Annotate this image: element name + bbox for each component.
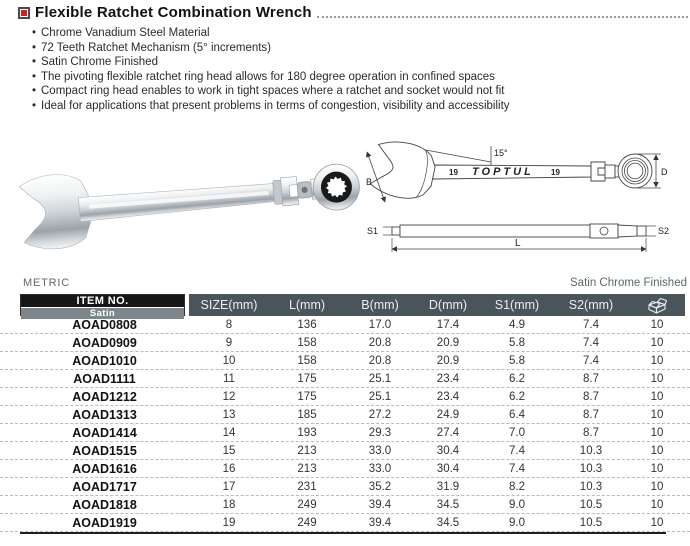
item-no-cell: AOAD1717 <box>72 479 137 494</box>
clevis-pin <box>605 165 615 178</box>
s1-cell: 7.4 <box>509 462 525 475</box>
s2-cell: 8.7 <box>583 390 599 403</box>
l-cell: 249 <box>297 516 317 529</box>
size-cell: 15 <box>222 444 236 457</box>
s1-cell: 7.0 <box>509 426 525 439</box>
dim-d-label: D <box>661 167 668 177</box>
feature-item: • Ideal for applications that present problems in terms of congestion, visibility and accessibility <box>41 99 510 114</box>
l-cell: 158 <box>297 336 317 349</box>
size-cell: 12 <box>222 390 236 403</box>
d-cell: 30.4 <box>436 462 460 475</box>
size-cell: 11 <box>223 372 235 385</box>
s2-cell: 10.3 <box>579 480 603 493</box>
b-cell: 20.8 <box>368 354 392 367</box>
b-cell: 35.2 <box>368 480 392 493</box>
s2-cell: 7.4 <box>583 354 599 367</box>
col-header-l: L(mm) <box>288 298 326 312</box>
pack-qty-cell: 10 <box>650 318 664 331</box>
s1-cell: 6.2 <box>509 372 525 385</box>
s2-cell: 10.3 <box>579 444 603 457</box>
pack-qty-cell: 10 <box>650 408 664 421</box>
l-cell: 213 <box>297 462 317 475</box>
size-stamp-left: 19 <box>449 168 458 177</box>
item-no-header-block <box>20 294 185 319</box>
dotted-rule <box>317 16 688 18</box>
pack-qty-cell: 10 <box>650 372 664 385</box>
feature-item: • The pivoting flexible ratchet ring head allows for 180 degree operation in confined spaces <box>41 70 510 85</box>
b-cell: 29.3 <box>368 426 392 439</box>
size-cell: 16 <box>222 462 236 475</box>
table-row <box>0 334 690 352</box>
d-cell: 24.9 <box>436 408 460 421</box>
pack-qty-cell: 10 <box>650 354 664 367</box>
feature-item: • Satin Chrome Finished <box>41 55 510 70</box>
red-square-bullet-icon <box>18 7 30 19</box>
table-row <box>0 514 690 532</box>
b-cell: 17.0 <box>368 318 392 331</box>
pack-qty-cell: 10 <box>650 444 664 457</box>
feature-item: • 72 Teeth Ratchet Mechanism (5° increments) <box>41 41 510 56</box>
table-row <box>0 388 690 406</box>
table-bottom-rule <box>20 532 666 534</box>
profile-left-cap <box>392 227 400 235</box>
flex-joint-fork <box>280 177 298 206</box>
pack-qty-cell: 10 <box>650 498 664 511</box>
d-cell: 30.4 <box>436 444 460 457</box>
s2-cell: 10.5 <box>579 516 603 529</box>
dim-s2-label: S2 <box>658 226 670 236</box>
col-header-pack <box>629 296 685 314</box>
s2-cell: 8.7 <box>583 426 599 439</box>
size-cell: 14 <box>222 426 236 439</box>
s2-cell: 7.4 <box>583 318 599 331</box>
profile-pin <box>600 227 608 235</box>
s2-cell: 10.5 <box>579 498 603 511</box>
table-row <box>0 478 690 496</box>
l-cell: 136 <box>297 318 317 331</box>
item-no-cell: AOAD1616 <box>72 461 137 476</box>
l-cell: 185 <box>297 408 317 421</box>
s2-cell: 8.7 <box>583 372 599 385</box>
l-cell: 158 <box>297 354 317 367</box>
item-no-cell: AOAD1212 <box>72 389 137 404</box>
size-stamp-right: 19 <box>551 168 560 177</box>
pack-qty-cell: 10 <box>650 336 664 349</box>
title-bar <box>18 4 688 21</box>
col-header-d: D(mm) <box>428 298 468 312</box>
size-cell: 8 <box>225 318 233 331</box>
d-cell: 23.4 <box>436 390 460 403</box>
b-cell: 33.0 <box>368 444 392 457</box>
dim-l-label: L <box>515 238 521 249</box>
col-header-s2: S2(mm) <box>568 298 614 312</box>
l-cell: 175 <box>297 372 317 385</box>
item-no-subheader: Satin <box>21 307 184 319</box>
d-cell: 23.4 <box>436 372 460 385</box>
pack-qty-cell: 10 <box>650 516 664 529</box>
clevis-outline <box>591 162 605 181</box>
table-row <box>0 496 690 514</box>
table-row <box>0 316 690 334</box>
pack-qty-cell: 10 <box>650 390 664 403</box>
b-cell: 39.4 <box>368 516 392 529</box>
ring-inner <box>625 161 646 182</box>
table-row <box>0 442 690 460</box>
col-header-b: B(mm) <box>361 298 399 312</box>
table-row <box>0 424 690 442</box>
s2-cell: 7.4 <box>583 336 599 349</box>
s1-cell: 9.0 <box>509 516 525 529</box>
metric-label: METRIC <box>23 277 70 289</box>
size-cell: 10 <box>222 354 236 367</box>
product-photo <box>15 142 365 272</box>
d-cell: 20.9 <box>436 336 460 349</box>
b-cell: 39.4 <box>368 498 392 511</box>
d-cell: 27.4 <box>436 426 460 439</box>
l-cell: 249 <box>297 498 317 511</box>
size-cell: 17 <box>222 480 236 493</box>
dim-s1-label: S1 <box>367 226 379 236</box>
size-cell: 13 <box>222 408 236 421</box>
size-cell: 9 <box>225 336 233 349</box>
table-row <box>0 352 690 370</box>
s2-cell: 10.3 <box>579 462 603 475</box>
l-cell: 231 <box>297 480 317 493</box>
item-no-cell: AOAD1313 <box>72 407 137 422</box>
table-body <box>0 316 690 532</box>
feature-item: • Chrome Vanadium Steel Material <box>41 26 510 41</box>
s1-cell: 5.8 <box>509 354 525 367</box>
item-no-cell: AOAD1818 <box>72 497 137 512</box>
b-cell: 20.8 <box>368 336 392 349</box>
angle-label: 15° <box>494 148 508 158</box>
profile-taper <box>618 225 637 237</box>
head-outline <box>369 138 439 203</box>
item-no-cell: AOAD1414 <box>72 425 137 440</box>
b-cell: 27.2 <box>368 408 392 421</box>
item-no-cell: AOAD0909 <box>72 335 137 350</box>
item-no-cell: AOAD0808 <box>72 317 137 332</box>
d-cell: 34.5 <box>436 498 460 511</box>
item-no-cell: AOAD1515 <box>72 443 137 458</box>
size-cell: 18 <box>222 498 236 511</box>
brand-stamp: TOPTUL <box>472 166 534 178</box>
l-cell: 175 <box>297 390 317 403</box>
spec-header-block <box>189 294 685 316</box>
d-cell: 20.9 <box>436 354 460 367</box>
profile-right-cap <box>637 226 646 236</box>
dim-b-label: B <box>366 177 373 187</box>
pack-qty-cell: 10 <box>650 462 664 475</box>
s2-cell: 8.7 <box>583 408 599 421</box>
col-header-s1: S1(mm) <box>494 298 540 312</box>
size-cell: 19 <box>222 516 236 529</box>
l-cell: 193 <box>297 426 317 439</box>
profile-bar <box>400 225 590 237</box>
d-cell: 17.4 <box>436 318 460 331</box>
technical-drawing <box>365 138 690 268</box>
item-no-cell: AOAD1919 <box>72 515 137 530</box>
s1-cell: 9.0 <box>509 498 525 511</box>
b-cell: 25.1 <box>368 372 392 385</box>
col-header-size: SIZE(mm) <box>200 298 258 312</box>
item-no-cell: AOAD1010 <box>72 353 137 368</box>
d-cell: 34.5 <box>436 516 460 529</box>
item-no-cell: AOAD1111 <box>73 371 136 386</box>
l-cell: 213 <box>297 444 317 457</box>
table-row <box>0 460 690 478</box>
carton-icon <box>646 296 668 314</box>
pack-qty-cell: 10 <box>650 480 664 493</box>
feature-list <box>41 26 510 114</box>
s1-cell: 8.2 <box>509 480 525 493</box>
s1-cell: 5.8 <box>509 336 525 349</box>
pack-qty-cell: 10 <box>650 426 664 439</box>
b-cell: 33.0 <box>368 462 392 475</box>
feature-item: • Compact ring head enables to work in tight spaces where a ratchet and socket would not fit <box>41 84 510 99</box>
table-row <box>0 370 690 388</box>
table-row <box>0 406 690 424</box>
s1-cell: 4.9 <box>509 318 525 331</box>
s1-cell: 7.4 <box>509 444 525 457</box>
b-cell: 25.1 <box>368 390 392 403</box>
page-title: Flexible Ratchet Combination Wrench <box>35 4 312 21</box>
finish-label: Satin Chrome Finished <box>570 277 687 289</box>
s1-cell: 6.2 <box>509 390 525 403</box>
item-no-header: ITEM NO. <box>21 295 184 307</box>
s1-cell: 6.4 <box>509 408 525 421</box>
table-header <box>20 294 685 319</box>
d-cell: 31.9 <box>436 480 460 493</box>
